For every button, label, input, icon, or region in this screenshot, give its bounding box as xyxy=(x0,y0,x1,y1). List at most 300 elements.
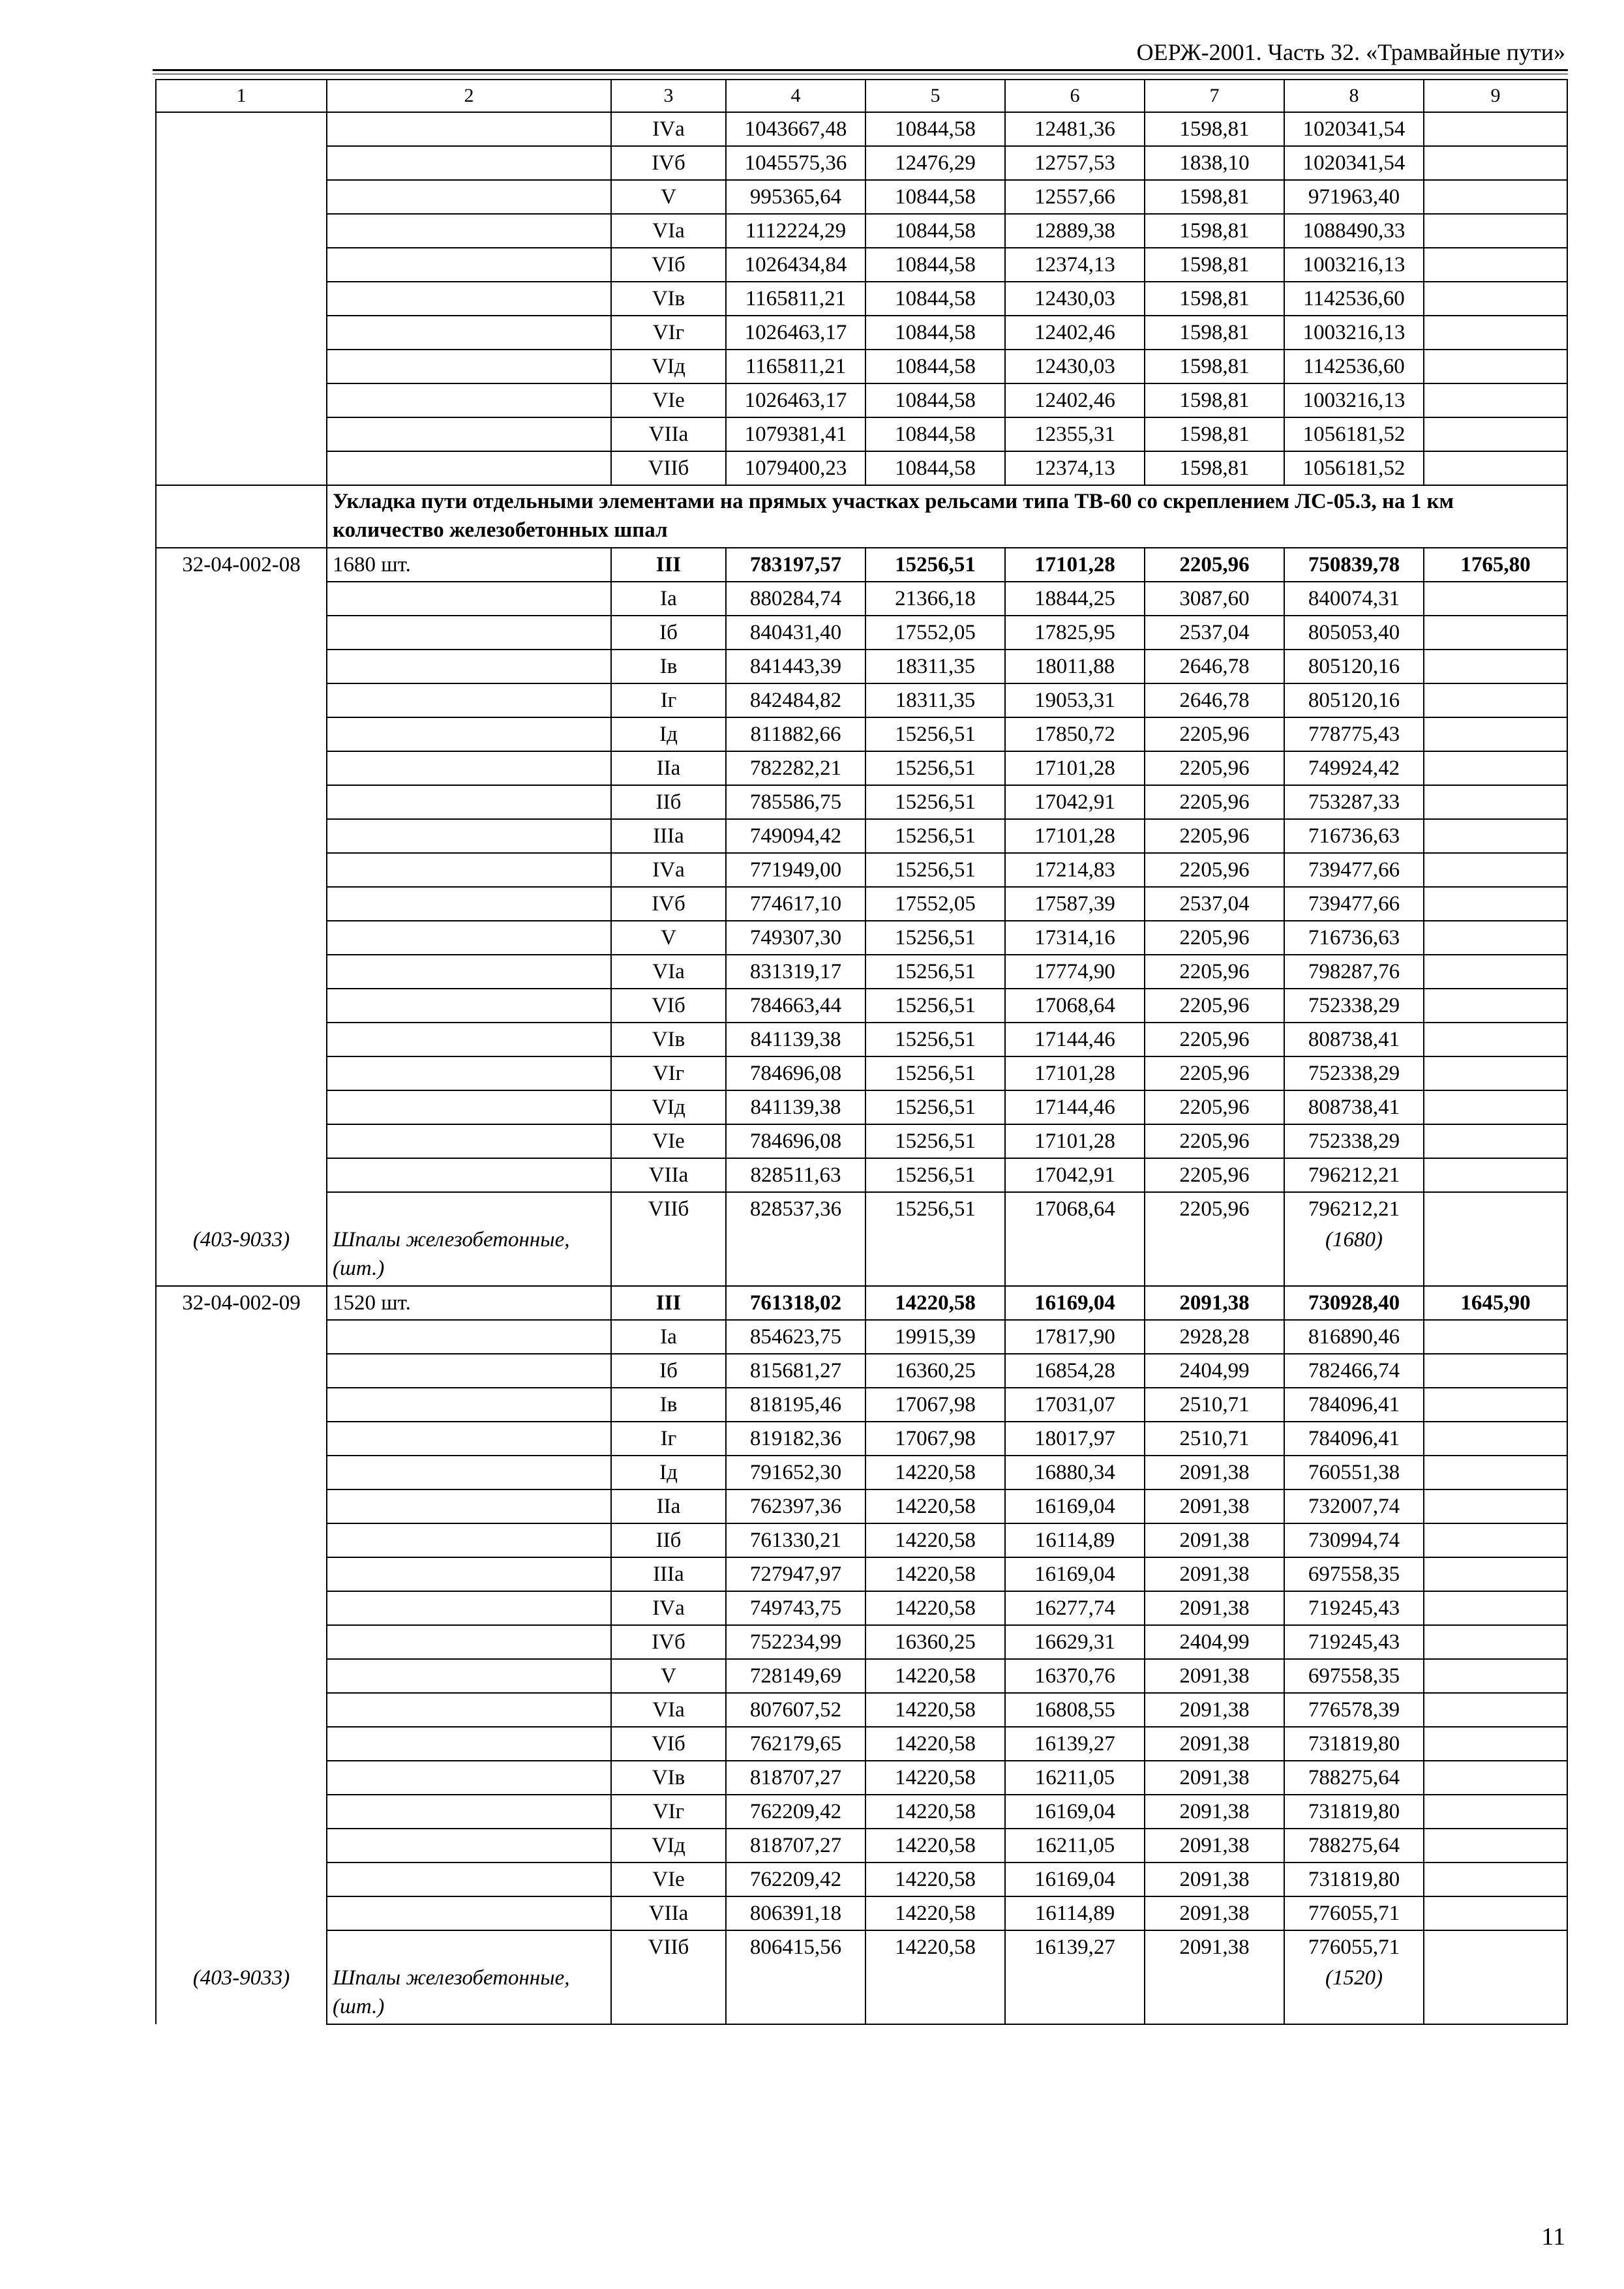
col9-cell xyxy=(1424,282,1567,316)
table-cell: 730994,74 xyxy=(1284,1523,1424,1557)
description-cell xyxy=(327,785,611,819)
table-cell: 2205,96 xyxy=(1145,751,1284,785)
code-cell xyxy=(156,921,327,955)
table-cell: 12476,29 xyxy=(865,146,1005,180)
description-cell xyxy=(327,1863,611,1896)
description-cell xyxy=(327,887,611,921)
col9-cell xyxy=(1424,1320,1567,1354)
col9-cell: 1645,90 xyxy=(1424,1286,1567,1320)
description-cell xyxy=(327,383,611,417)
table-cell: VIд xyxy=(611,350,726,383)
col9-cell xyxy=(1424,650,1567,683)
table-cell: 12374,13 xyxy=(1005,248,1145,282)
table-row xyxy=(156,1456,1567,1489)
col9-cell xyxy=(1424,853,1567,887)
table-cell: 784696,08 xyxy=(726,1124,865,1158)
description-cell xyxy=(327,1591,611,1625)
table-row xyxy=(156,1659,1567,1693)
description-cell xyxy=(327,1056,611,1090)
table-cell: 1088490,33 xyxy=(1284,214,1424,248)
table-cell: 739477,66 xyxy=(1284,853,1424,887)
table-cell: VIе xyxy=(611,383,726,417)
table-cell: 15256,51 xyxy=(865,853,1005,887)
empty-cell xyxy=(865,1225,1005,1286)
table-cell: 16139,27 xyxy=(1005,1930,1145,1964)
table-cell: 1598,81 xyxy=(1145,282,1284,316)
table-cell: 806415,56 xyxy=(726,1930,865,1964)
col9-cell xyxy=(1424,451,1567,485)
table-cell: 2205,96 xyxy=(1145,548,1284,582)
resource-code: (403-9033) xyxy=(156,1225,327,1286)
table-cell: III xyxy=(611,1286,726,1320)
table-row xyxy=(156,1829,1567,1863)
table-cell: 784096,41 xyxy=(1284,1422,1424,1456)
table-cell: 2537,04 xyxy=(1145,616,1284,650)
description-cell xyxy=(327,1727,611,1761)
table-cell: 2537,04 xyxy=(1145,887,1284,921)
table-cell: 731819,80 xyxy=(1284,1863,1424,1896)
col9-cell xyxy=(1424,1023,1567,1056)
table-cell: 840074,31 xyxy=(1284,582,1424,616)
code-cell: 32-04-002-09 xyxy=(156,1286,327,1320)
table-cell: 819182,36 xyxy=(726,1422,865,1456)
description-cell xyxy=(327,1557,611,1591)
table-cell: 762209,42 xyxy=(726,1863,865,1896)
table-cell: 1598,81 xyxy=(1145,316,1284,350)
table-cell: 785586,75 xyxy=(726,785,865,819)
table-cell: 10844,58 xyxy=(865,112,1005,146)
col9-cell xyxy=(1424,248,1567,282)
table-cell: 1026434,84 xyxy=(726,248,865,282)
col9-cell xyxy=(1424,1192,1567,1225)
table-cell: 12430,03 xyxy=(1005,282,1145,316)
table-cell: 2205,96 xyxy=(1145,1158,1284,1192)
table-cell: Iд xyxy=(611,717,726,751)
table-row xyxy=(156,921,1567,955)
table-cell: 2510,71 xyxy=(1145,1388,1284,1422)
table-cell: 831319,17 xyxy=(726,955,865,989)
code-cell xyxy=(156,1727,327,1761)
table-cell: Iб xyxy=(611,616,726,650)
table-cell: 18017,97 xyxy=(1005,1422,1145,1456)
table-cell: VIв xyxy=(611,1023,726,1056)
table-row xyxy=(156,1557,1567,1591)
col9-cell: 1765,80 xyxy=(1424,548,1567,582)
table-row xyxy=(156,751,1567,785)
table-cell: 791652,30 xyxy=(726,1456,865,1489)
table-cell: 16169,04 xyxy=(1005,1557,1145,1591)
table-cell: 17817,90 xyxy=(1005,1320,1145,1354)
table-cell: 828511,63 xyxy=(726,1158,865,1192)
table-cell: 16880,34 xyxy=(1005,1456,1145,1489)
page-number: 11 xyxy=(1541,2223,1565,2251)
table-cell: 796212,21 xyxy=(1284,1158,1424,1192)
table-cell: VIа xyxy=(611,955,726,989)
table-row xyxy=(156,1761,1567,1795)
table-cell: 17068,64 xyxy=(1005,1192,1145,1225)
table-cell: 778775,43 xyxy=(1284,717,1424,751)
table-row xyxy=(156,1489,1567,1523)
table-row xyxy=(156,853,1567,887)
empty-cell xyxy=(1005,1964,1145,2024)
table-row xyxy=(156,1320,1567,1354)
table-cell: 10844,58 xyxy=(865,316,1005,350)
table-cell: 17101,28 xyxy=(1005,1056,1145,1090)
code-cell xyxy=(156,582,327,616)
table-cell: 761330,21 xyxy=(726,1523,865,1557)
table-row xyxy=(156,1388,1567,1422)
column-number: 9 xyxy=(1424,80,1567,112)
table-cell: 2091,38 xyxy=(1145,1591,1284,1625)
table-cell: Iд xyxy=(611,1456,726,1489)
table-cell: 15256,51 xyxy=(865,1192,1005,1225)
table-cell: VIб xyxy=(611,989,726,1023)
table-cell: 727947,97 xyxy=(726,1557,865,1591)
table-cell: 818707,27 xyxy=(726,1761,865,1795)
code-cell xyxy=(156,650,327,683)
table-cell: 18011,88 xyxy=(1005,650,1145,683)
table-cell: 1112224,29 xyxy=(726,214,865,248)
table-cell: 697558,35 xyxy=(1284,1659,1424,1693)
table-cell: 2646,78 xyxy=(1145,683,1284,717)
table-cell: 12402,46 xyxy=(1005,316,1145,350)
table-row xyxy=(156,1896,1567,1930)
code-cell xyxy=(156,282,327,316)
resource-row xyxy=(156,1964,1567,2024)
code-cell xyxy=(156,751,327,785)
table-cell: 17101,28 xyxy=(1005,548,1145,582)
col9-cell xyxy=(1424,955,1567,989)
description-cell xyxy=(327,1422,611,1456)
table-cell: 2091,38 xyxy=(1145,1761,1284,1795)
table-row xyxy=(156,1863,1567,1896)
table-row xyxy=(156,1354,1567,1388)
table-cell: VIв xyxy=(611,1761,726,1795)
table-cell: 10844,58 xyxy=(865,383,1005,417)
description-cell xyxy=(327,1388,611,1422)
table-cell: IVб xyxy=(611,1625,726,1659)
table-cell: 2205,96 xyxy=(1145,717,1284,751)
table-cell: 1598,81 xyxy=(1145,350,1284,383)
table-cell: VIб xyxy=(611,248,726,282)
table-row xyxy=(156,1625,1567,1659)
column-number: 8 xyxy=(1284,80,1424,112)
resource-name: Шпалы железобетонные, (шт.) xyxy=(327,1964,611,2024)
table-row xyxy=(156,1727,1567,1761)
code-cell xyxy=(156,1158,327,1192)
col9-cell xyxy=(1424,1659,1567,1693)
code-cell xyxy=(156,1056,327,1090)
table-cell: 815681,27 xyxy=(726,1354,865,1388)
table-row xyxy=(156,350,1567,383)
table-cell: 2205,96 xyxy=(1145,1124,1284,1158)
table-cell: 716736,63 xyxy=(1284,819,1424,853)
code-cell xyxy=(156,1124,327,1158)
table-cell: 818707,27 xyxy=(726,1829,865,1863)
table-row xyxy=(156,650,1567,683)
table-cell: Iв xyxy=(611,650,726,683)
table-cell: 2510,71 xyxy=(1145,1422,1284,1456)
code-cell xyxy=(156,1192,327,1225)
table-cell: 2205,96 xyxy=(1145,785,1284,819)
table-cell: IIIа xyxy=(611,1557,726,1591)
description-cell xyxy=(327,112,611,146)
table-cell: 17042,91 xyxy=(1005,785,1145,819)
table-cell: 18311,35 xyxy=(865,683,1005,717)
table-cell: 818195,46 xyxy=(726,1388,865,1422)
table-cell: 17068,64 xyxy=(1005,989,1145,1023)
table-cell: 749743,75 xyxy=(726,1591,865,1625)
table-cell: 719245,43 xyxy=(1284,1625,1424,1659)
table-row xyxy=(156,1795,1567,1829)
table-cell: 17042,91 xyxy=(1005,1158,1145,1192)
table-cell: 17144,46 xyxy=(1005,1090,1145,1124)
table-cell: 805120,16 xyxy=(1284,683,1424,717)
table-cell: VIг xyxy=(611,1795,726,1829)
table-cell: 14220,58 xyxy=(865,1693,1005,1727)
table-cell: 2205,96 xyxy=(1145,819,1284,853)
table-cell: V xyxy=(611,921,726,955)
table-cell: 739477,66 xyxy=(1284,887,1424,921)
description-cell xyxy=(327,1625,611,1659)
empty-cell xyxy=(1145,1964,1284,2024)
table-cell: VIIб xyxy=(611,451,726,485)
table-cell: 1598,81 xyxy=(1145,383,1284,417)
code-cell xyxy=(156,417,327,451)
description-cell xyxy=(327,955,611,989)
table-cell: 12374,13 xyxy=(1005,451,1145,485)
description-cell xyxy=(327,1456,611,1489)
col9-cell xyxy=(1424,1693,1567,1727)
table-cell: 762179,65 xyxy=(726,1727,865,1761)
code-cell xyxy=(156,316,327,350)
code-cell xyxy=(156,1388,327,1422)
rates-table xyxy=(155,79,1568,2025)
code-cell xyxy=(156,616,327,650)
col9-cell xyxy=(1424,582,1567,616)
col9-cell xyxy=(1424,751,1567,785)
code-cell xyxy=(156,819,327,853)
table-cell: 2091,38 xyxy=(1145,1456,1284,1489)
table-cell: VIг xyxy=(611,316,726,350)
col9-cell xyxy=(1424,819,1567,853)
col9-cell xyxy=(1424,616,1567,650)
table-cell: 12355,31 xyxy=(1005,417,1145,451)
table-row xyxy=(156,1192,1567,1225)
table-cell: 18844,25 xyxy=(1005,582,1145,616)
table-row xyxy=(156,316,1567,350)
code-cell xyxy=(156,451,327,485)
code-cell xyxy=(156,717,327,751)
table-cell: 2091,38 xyxy=(1145,1829,1284,1863)
table-cell: 16370,76 xyxy=(1005,1659,1145,1693)
code-cell xyxy=(156,1422,327,1456)
table-cell: 798287,76 xyxy=(1284,955,1424,989)
table-cell: Iв xyxy=(611,1388,726,1422)
description-cell xyxy=(327,582,611,616)
column-number: 5 xyxy=(865,80,1005,112)
column-number-row xyxy=(156,80,1567,112)
table-cell: 816890,46 xyxy=(1284,1320,1424,1354)
table-cell: 12481,36 xyxy=(1005,112,1145,146)
table-cell: 17314,16 xyxy=(1005,921,1145,955)
column-number: 6 xyxy=(1005,80,1145,112)
table-cell: 15256,51 xyxy=(865,1124,1005,1158)
description-cell xyxy=(327,451,611,485)
code-cell xyxy=(156,1693,327,1727)
table-cell: VIе xyxy=(611,1124,726,1158)
table-cell: IVб xyxy=(611,887,726,921)
empty-cell xyxy=(1005,1225,1145,1286)
table-cell: IVа xyxy=(611,112,726,146)
table-row xyxy=(156,1591,1567,1625)
table-cell: 15256,51 xyxy=(865,1056,1005,1090)
table-cell: 15256,51 xyxy=(865,717,1005,751)
column-number: 2 xyxy=(327,80,611,112)
description-cell xyxy=(327,717,611,751)
table-cell: 750839,78 xyxy=(1284,548,1424,582)
col9-cell xyxy=(1424,1896,1567,1930)
table-row xyxy=(156,1124,1567,1158)
table-cell: 17067,98 xyxy=(865,1388,1005,1422)
table-cell: III xyxy=(611,548,726,582)
col9-cell xyxy=(1424,921,1567,955)
table-cell: 728149,69 xyxy=(726,1659,865,1693)
table-cell: 2091,38 xyxy=(1145,1557,1284,1591)
description-cell xyxy=(327,1761,611,1795)
table-cell: VIIб xyxy=(611,1930,726,1964)
table-cell: 783197,57 xyxy=(726,548,865,582)
table-cell: 828537,36 xyxy=(726,1192,865,1225)
table-cell: 16854,28 xyxy=(1005,1354,1145,1388)
description-cell xyxy=(327,1124,611,1158)
table-cell: 2091,38 xyxy=(1145,1489,1284,1523)
table-cell: 2404,99 xyxy=(1145,1354,1284,1388)
code-cell xyxy=(156,1863,327,1896)
col9-cell xyxy=(1424,146,1567,180)
table-row xyxy=(156,1693,1567,1727)
table-cell: 811882,66 xyxy=(726,717,865,751)
table-row xyxy=(156,451,1567,485)
table-cell: 842484,82 xyxy=(726,683,865,717)
code-cell xyxy=(156,1557,327,1591)
table-row xyxy=(156,146,1567,180)
table-cell: 10844,58 xyxy=(865,350,1005,383)
col9-cell xyxy=(1424,1225,1567,1286)
table-cell: 17214,83 xyxy=(1005,853,1145,887)
code-cell xyxy=(156,1761,327,1795)
table-cell: 15256,51 xyxy=(865,751,1005,785)
table-cell: 782466,74 xyxy=(1284,1354,1424,1388)
description-cell xyxy=(327,1829,611,1863)
col9-cell xyxy=(1424,1158,1567,1192)
code-cell xyxy=(156,1456,327,1489)
table-cell: 788275,64 xyxy=(1284,1829,1424,1863)
description-cell: 1680 шт. xyxy=(327,548,611,582)
description-cell: 1520 шт. xyxy=(327,1286,611,1320)
code-cell xyxy=(156,1591,327,1625)
table-cell: IVа xyxy=(611,1591,726,1625)
table-cell: 12757,53 xyxy=(1005,146,1145,180)
table-cell: 995365,64 xyxy=(726,180,865,214)
table-cell: VIIа xyxy=(611,417,726,451)
col9-cell xyxy=(1424,1863,1567,1896)
code-cell xyxy=(156,180,327,214)
table-row xyxy=(156,548,1567,582)
table-cell: 16169,04 xyxy=(1005,1863,1145,1896)
table-cell: VIг xyxy=(611,1056,726,1090)
empty-cell xyxy=(726,1225,865,1286)
header-rule-thick xyxy=(153,69,1568,71)
table-cell: 784663,44 xyxy=(726,989,865,1023)
table-cell: 776055,71 xyxy=(1284,1930,1424,1964)
code-cell xyxy=(156,350,327,383)
table-cell: 719245,43 xyxy=(1284,1591,1424,1625)
description-cell xyxy=(327,989,611,1023)
resource-name: Шпалы железобетонные, (шт.) xyxy=(327,1225,611,1286)
table-cell: 16139,27 xyxy=(1005,1727,1145,1761)
section-title: Укладка пути отдельными элементами на прямых участках рельсами типа ТВ-60 со скреплением ЛС-05.3, на 1 км количество железобетонных шпал xyxy=(327,485,1567,548)
description-cell xyxy=(327,1192,611,1225)
table-cell: 749924,42 xyxy=(1284,751,1424,785)
column-number: 3 xyxy=(611,80,726,112)
empty-cell xyxy=(1145,1225,1284,1286)
table-cell: 1142536,60 xyxy=(1284,282,1424,316)
description-cell xyxy=(327,1090,611,1124)
table-cell: 19915,39 xyxy=(865,1320,1005,1354)
resource-quantity: (1680) xyxy=(1284,1225,1424,1286)
description-cell xyxy=(327,1523,611,1557)
table-cell: VIа xyxy=(611,214,726,248)
description-cell xyxy=(327,1158,611,1192)
col9-cell xyxy=(1424,1090,1567,1124)
col9-cell xyxy=(1424,1388,1567,1422)
table-cell: Iа xyxy=(611,1320,726,1354)
table-row xyxy=(156,1422,1567,1456)
table-cell: 784096,41 xyxy=(1284,1388,1424,1422)
table-cell: 10844,58 xyxy=(865,214,1005,248)
description-cell xyxy=(327,1320,611,1354)
description-cell xyxy=(327,819,611,853)
table-cell: VIIб xyxy=(611,1192,726,1225)
table-cell: 17067,98 xyxy=(865,1422,1005,1456)
table-cell: 14220,58 xyxy=(865,1863,1005,1896)
col9-cell xyxy=(1424,1456,1567,1489)
table-cell: 10844,58 xyxy=(865,248,1005,282)
table-cell: 17101,28 xyxy=(1005,819,1145,853)
table-cell: 761318,02 xyxy=(726,1286,865,1320)
code-cell xyxy=(156,383,327,417)
table-cell: IIIа xyxy=(611,819,726,853)
table-cell: 14220,58 xyxy=(865,1489,1005,1523)
table-row xyxy=(156,582,1567,616)
col9-cell xyxy=(1424,350,1567,383)
table-row xyxy=(156,1023,1567,1056)
table-cell: 14220,58 xyxy=(865,1761,1005,1795)
table-row xyxy=(156,417,1567,451)
table-cell: 17825,95 xyxy=(1005,616,1145,650)
table-cell: VIе xyxy=(611,1863,726,1896)
table-row xyxy=(156,180,1567,214)
table-cell: 2205,96 xyxy=(1145,1056,1284,1090)
page-header-title: ОЕРЖ-2001. Часть 32. «Трамвайные пути» xyxy=(1136,39,1565,65)
table-cell: 14220,58 xyxy=(865,1456,1005,1489)
col9-cell xyxy=(1424,1056,1567,1090)
table-cell: 16211,05 xyxy=(1005,1761,1145,1795)
table-cell: 762209,42 xyxy=(726,1795,865,1829)
table-cell: 10844,58 xyxy=(865,282,1005,316)
table-cell: 17587,39 xyxy=(1005,887,1145,921)
